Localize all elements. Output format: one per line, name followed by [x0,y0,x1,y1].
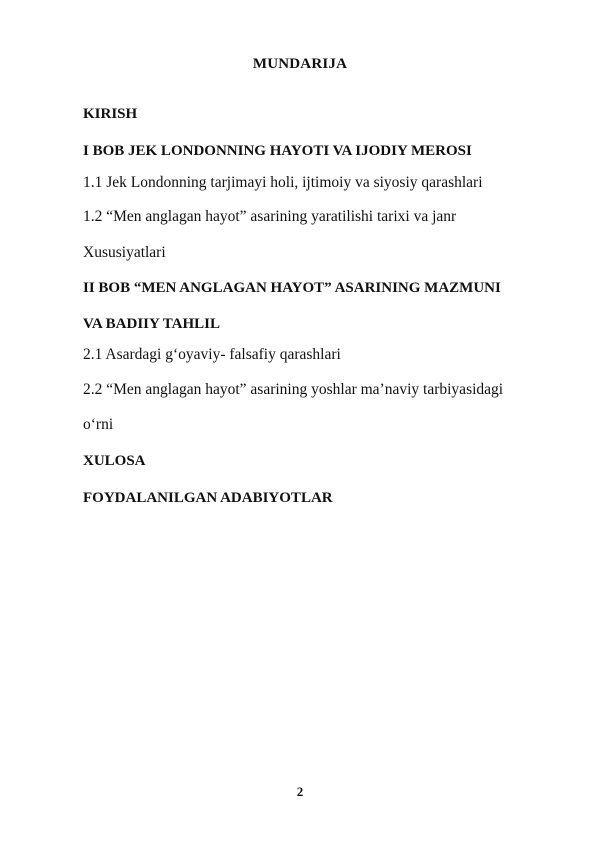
toc-entry-section-2-1: 2.1 Asardagi g‘oyaviy- falsafiy qarashlari [83,346,341,363]
toc-entry-kirish: KIRISH [83,106,138,122]
toc-entry-references: FOYDALANILGAN ADABIYOTLAR [83,490,333,506]
toc-title: MUNDARIJA [252,56,348,72]
toc-entry-section-1-1: 1.1 Jek Londonning tarjimayi holi, ijtimoiy va siyosiy qarashlari [83,174,483,191]
toc-entry-chapter-1: I BOB JEK LONDONNING HAYOTI VA IJODIY MEROSI [83,143,472,159]
toc-entry-chapter-2-cont: VA BADIIY TAHLIL [83,316,220,332]
toc-entry-section-2-2: 2.2 “Men anglagan hayot” asarining yoshlar ma’naviy tarbiyasidagi [83,381,504,398]
toc-entry-chapter-2: II BOB “MEN ANGLAGAN HAYOT” ASARINING MAZMUNI [83,280,501,296]
toc-entry-section-1-2: 1.2 “Men anglagan hayot” asarining yaratilishi tarixi va janr [83,208,457,225]
toc-entry-xulosa: XULOSA [83,453,146,469]
toc-entry-section-1-2-cont: Xususiyatlari [83,244,166,261]
page-number: 2 [296,784,304,799]
toc-entry-section-2-2-cont: o‘rni [83,416,114,433]
